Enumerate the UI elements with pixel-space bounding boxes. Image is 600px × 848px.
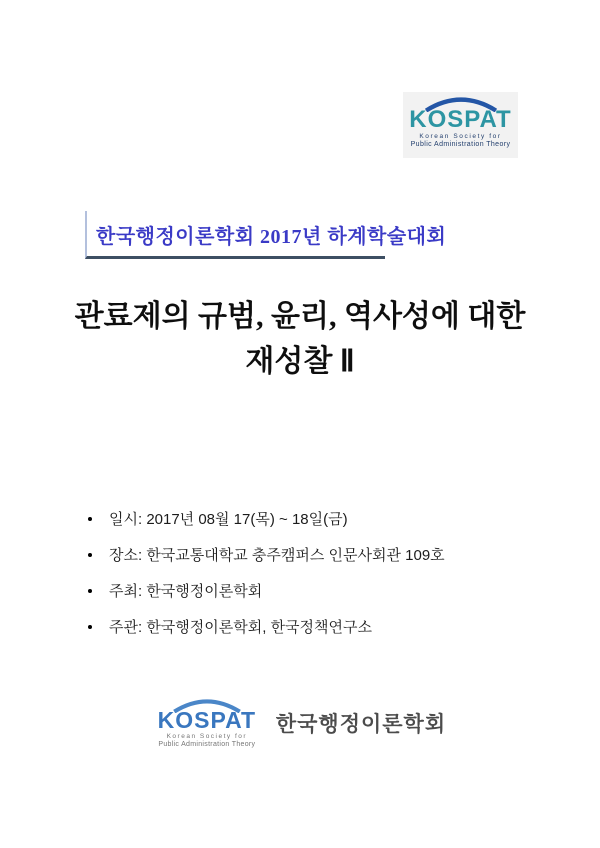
kospat-wordmark: KOSPAT xyxy=(409,106,512,133)
organization-name: 한국행정이론학회 xyxy=(275,713,447,736)
document-title-line2: 재성찰 Ⅱ xyxy=(245,345,355,378)
conference-header xyxy=(85,211,447,259)
list-item-organizer xyxy=(88,616,445,637)
list-item-text: 장소: 한국교통대학교 충주캠퍼스 인문사회관 109호 xyxy=(109,547,445,564)
event-details-list xyxy=(88,508,445,652)
kospat-subtitle-line1: Korean Society for xyxy=(419,133,502,140)
kospat-wordmark: KOSPAT xyxy=(157,707,257,733)
bullet-icon xyxy=(88,553,92,557)
bullet-icon xyxy=(88,589,92,593)
list-item-venue xyxy=(88,544,445,565)
kospat-logo-top xyxy=(403,92,518,158)
document-title xyxy=(0,294,600,384)
kospat-subtitle-line2: Public Administration Theory xyxy=(158,741,256,748)
list-item-text: 주관: 한국행정이론학회, 한국정책연구소 xyxy=(109,619,373,636)
list-item-text: 일시: 2017년 08월 17(목) ~ 18일(금) xyxy=(109,511,348,528)
bullet-icon xyxy=(88,625,92,629)
footer xyxy=(0,698,600,748)
document-title-line1: 관료제의 규범, 윤리, 역사성에 대한 xyxy=(74,300,526,333)
kospat-subtitle-line2: Public Administration Theory xyxy=(410,141,511,148)
kospat-logo-bottom xyxy=(154,698,260,748)
conference-header-text: 한국행정이론학회 2017년 하계학술대회 xyxy=(96,226,447,248)
list-item-host xyxy=(88,580,445,601)
list-item-date xyxy=(88,508,445,529)
list-item-text: 주최: 한국행정이론학회 xyxy=(109,583,263,600)
bullet-icon xyxy=(88,517,92,521)
kospat-subtitle-line1: Korean Society for xyxy=(166,733,248,740)
